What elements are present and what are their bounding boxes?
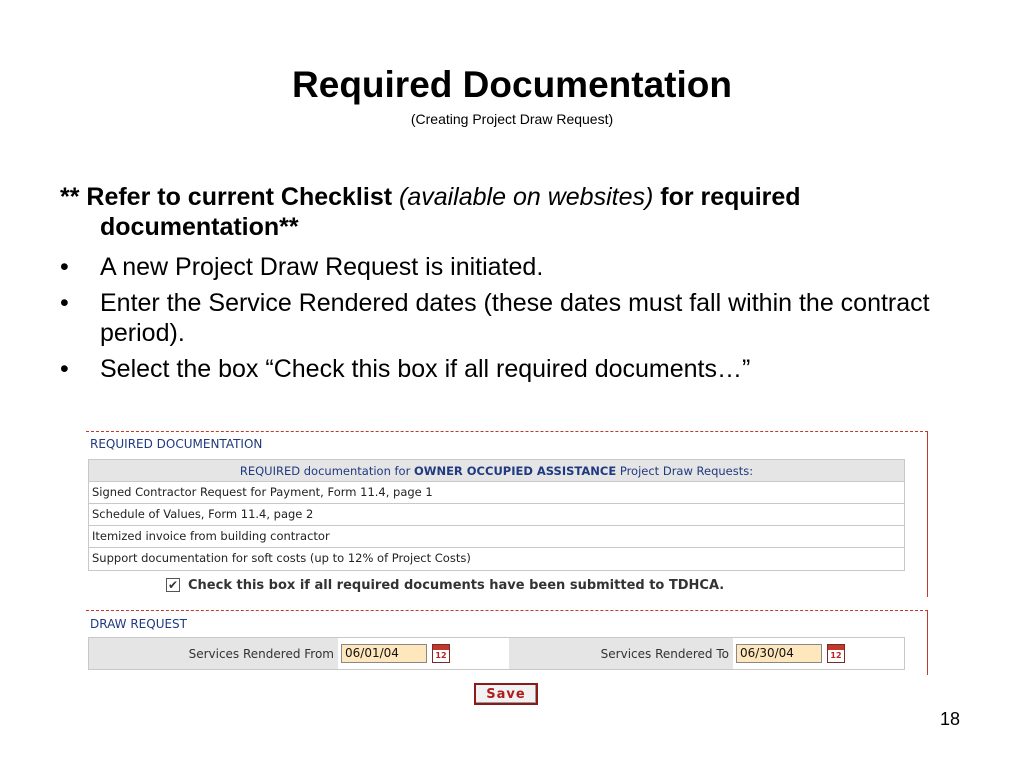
checklist-note-prefix: ** Refer to current Checklist xyxy=(60,183,393,211)
bullet-text: Enter the Service Rendered dates (these dates must fall within the contract period). xyxy=(100,289,930,347)
save-button[interactable]: Save xyxy=(474,683,538,705)
table-row: Itemized invoice from building contractor xyxy=(89,526,904,548)
checklist-note-suffix: for required documentation** xyxy=(100,183,801,241)
bullet-symbol: • xyxy=(60,289,69,317)
documents-submitted-checkbox[interactable] xyxy=(166,578,180,592)
section-divider xyxy=(86,431,928,432)
checklist-note xyxy=(60,182,960,242)
table-row: Schedule of Values, Form 11.4, page 2 xyxy=(89,504,904,526)
table-row: Support documentation for soft costs (up to 12% of Project Costs) xyxy=(92,551,471,565)
bullet-item xyxy=(60,354,960,384)
services-to-label: Services Rendered To xyxy=(509,638,733,669)
services-from-cell xyxy=(338,638,509,669)
page-number: 18 xyxy=(939,709,961,729)
documents-submitted-label: Check this box if all required documents have been submitted to TDHCA. xyxy=(188,577,725,593)
documents-table-header xyxy=(89,460,904,482)
bullet-symbol: • xyxy=(60,253,69,281)
checkmark-icon: ✔ xyxy=(167,578,179,592)
services-to-input[interactable]: 06/30/04 xyxy=(736,644,822,663)
checklist-note-italic: (available on websites) xyxy=(399,183,654,211)
header-program: OWNER OCCUPIED ASSISTANCE xyxy=(413,464,617,478)
bullet-symbol: • xyxy=(60,355,69,383)
required-documentation-heading: REQUIRED DOCUMENTATION xyxy=(90,437,263,451)
table-row: Signed Contractor Request for Payment, Form 11.4, page 1 xyxy=(89,482,904,504)
calendar-icon[interactable]: 12 xyxy=(827,644,845,663)
required-documents-table xyxy=(88,459,905,571)
bullet-text: Select the box “Check this box if all required documents…” xyxy=(100,355,751,383)
section-divider xyxy=(927,431,928,597)
header-prefix: REQUIRED documentation for xyxy=(239,464,411,478)
slide-subtitle: (Creating Project Draw Request) xyxy=(410,111,614,127)
draw-request-heading: DRAW REQUEST xyxy=(90,617,188,631)
slide-title: Required Documentation xyxy=(292,64,732,105)
section-divider xyxy=(927,610,928,675)
bullet-item xyxy=(60,252,960,282)
services-from-input[interactable]: 06/01/04 xyxy=(341,644,427,663)
bullet-text: A new Project Draw Request is initiated. xyxy=(100,253,544,281)
draw-request-table xyxy=(88,637,905,670)
bullet-item xyxy=(60,288,960,348)
services-from-label: Services Rendered From xyxy=(89,638,338,669)
services-to-cell xyxy=(733,638,904,669)
bullet-list xyxy=(60,182,960,390)
header-suffix: Project Draw Requests: xyxy=(619,464,754,478)
section-divider xyxy=(86,610,928,611)
documents-submitted-row xyxy=(166,576,724,594)
calendar-icon[interactable]: 12 xyxy=(432,644,450,663)
